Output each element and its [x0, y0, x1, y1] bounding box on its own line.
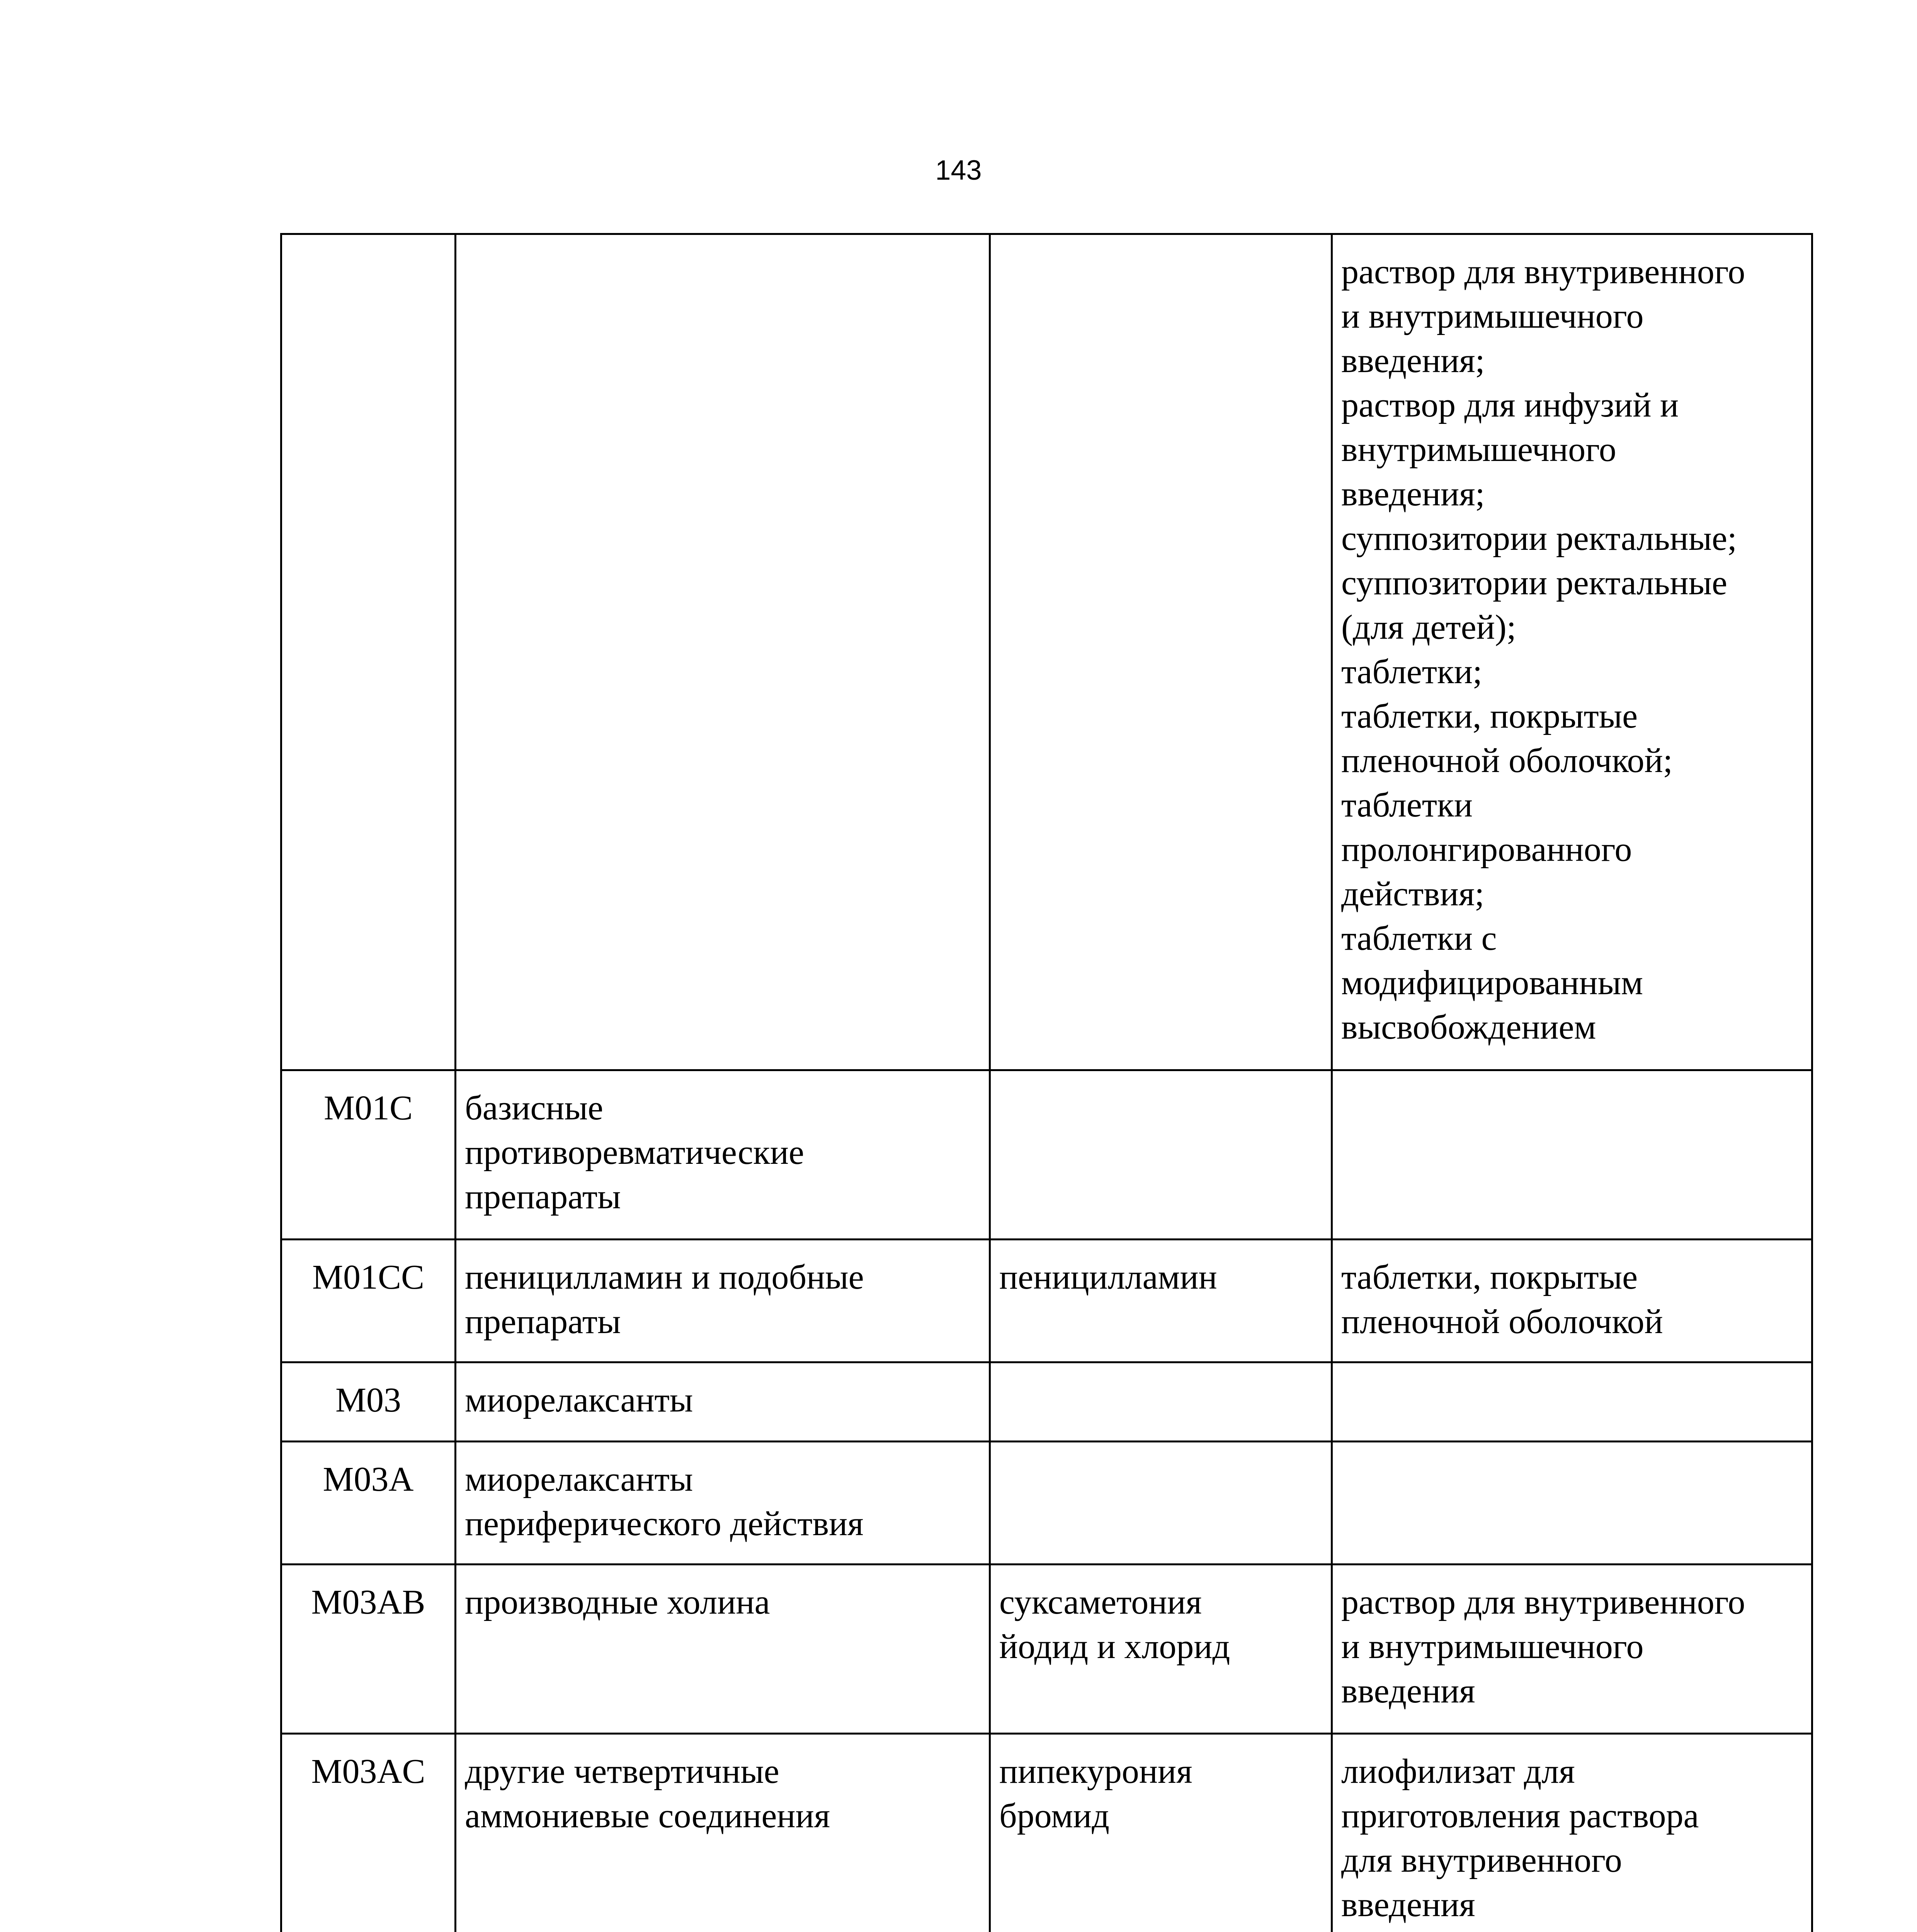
- atc-code-cell: M03AC: [281, 1734, 456, 1932]
- page-number: 143: [935, 155, 982, 186]
- group-cell: базисные противоревматические препараты: [456, 1070, 990, 1240]
- table-row: [281, 1442, 1812, 1565]
- group-cell: производные холина: [456, 1565, 990, 1734]
- drug-cell: [990, 234, 1332, 1070]
- atc-code-cell: M03: [281, 1362, 456, 1442]
- dosage-form-cell: таблетки, покрытые пленочной оболочкой: [1332, 1240, 1812, 1362]
- dosage-form-cell: [1332, 1362, 1812, 1442]
- dosage-form-cell: лиофилизат для приготовления раствора для внутривенного введения: [1332, 1734, 1812, 1932]
- atc-code-cell: [281, 234, 456, 1070]
- atc-code-cell: M03AB: [281, 1565, 456, 1734]
- group-cell: миорелаксанты: [456, 1362, 990, 1442]
- table-row: [281, 1734, 1812, 1932]
- group-cell: миорелаксанты периферического действия: [456, 1442, 990, 1565]
- table-row: [281, 1240, 1812, 1362]
- drug-cell: [990, 1070, 1332, 1240]
- table-row: [281, 1362, 1812, 1442]
- drug-cell: пипекурония бромид: [990, 1734, 1332, 1932]
- drug-cell: суксаметония йодид и хлорид: [990, 1565, 1332, 1734]
- group-cell: [456, 234, 990, 1070]
- table-row: [281, 1565, 1812, 1734]
- dosage-form-cell: [1332, 1070, 1812, 1240]
- dosage-form-cell: раствор для внутривенного и внутримышечного введения; раствор для инфузий и внутримышечного введения; суппозитории ректальные; суппозитории ректальные (для детей); таблетки; таблетки, покрытые пленочной оболочкой; таблетки пролонгированного действия; таблетки с модифицированным высвобождением: [1332, 234, 1812, 1070]
- drug-cell: [990, 1362, 1332, 1442]
- dosage-form-cell: [1332, 1442, 1812, 1565]
- atc-code-cell: M01CC: [281, 1240, 456, 1362]
- table-row: [281, 234, 1812, 1070]
- atc-code-cell: M01C: [281, 1070, 456, 1240]
- atc-code-cell: M03A: [281, 1442, 456, 1565]
- group-cell: другие четвертичные аммониевые соединения: [456, 1734, 990, 1932]
- drug-table: [280, 233, 1813, 1932]
- dosage-form-cell: раствор для внутривенного и внутримышечного введения: [1332, 1565, 1812, 1734]
- drug-cell: пеницилламин: [990, 1240, 1332, 1362]
- table-row: [281, 1070, 1812, 1240]
- group-cell: пеницилламин и подобные препараты: [456, 1240, 990, 1362]
- drug-cell: [990, 1442, 1332, 1565]
